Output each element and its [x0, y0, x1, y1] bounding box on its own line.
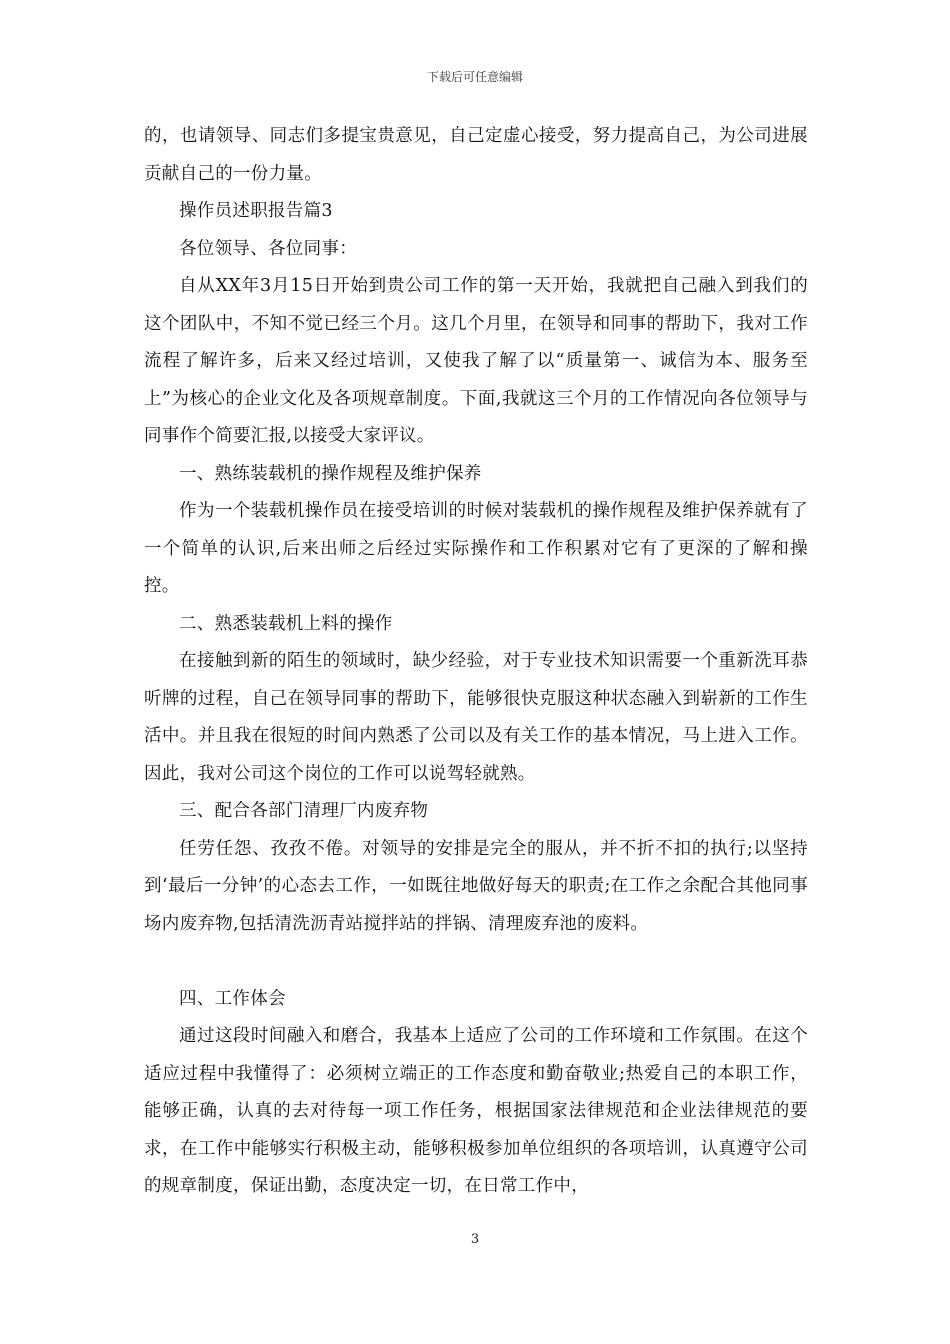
- heading-4: 四、工作体会: [179, 988, 286, 1009]
- paragraph-2: 在接触到新的陌生的领域时，缺少经验，对于专业技术知识需要一个重新洗耳恭听牌的过程，自己在领导同事的帮助下，能够很快克服这种状态融入到崭新的工作生活中。并且我在很短的时间内熟悉了公司以及有关工作的基本情况，马上进入工作。因此，我对公司这个岗位的工作可以说驾轻就熟。: [144, 651, 808, 784]
- paragraph-intro: 自从XX年3月15日开始到贵公司工作的第一天开始，我就把自己融入到我们的这个团队中，不知不觉已经三个月。这几个月里，在领导和同事的帮助下，我对工作流程了解许多，后来又经过培训，又使我了解了以“质量第一、诚信为本、服务至上”为核心的企业文化及各项规章制度。下面,我就这三个月的工作情况向各位领导与同事作个简要汇报,以接受大家评议。: [144, 276, 808, 446]
- section-title: 操作员述职报告篇3: [179, 201, 333, 221]
- paragraph-continuation: 的，也请领导、同志们多提宝贵意见，自己定虚心接受，努力提高自己，为公司进展贡献自己的一份力量。: [144, 126, 808, 184]
- paragraph-3: 任劳任怨、孜孜不倦。对领导的安排是完全的服从，并不折不扣的执行;以坚持到‘最后一分钟’的心态去工作，一如既往地做好每天的职责;在工作之余配合其他同事场内废弃物,包括清洗沥青站搅拌站的拌锅、清理废弃池的废料。: [144, 838, 808, 934]
- heading-3: 三、配合各部门清理厂内废弃物: [179, 801, 429, 821]
- heading-1: 一、熟练装载机的操作规程及维护保养: [179, 463, 482, 484]
- paragraph-1: 作为一个装载机操作员在接受培训的时候对装载机的操作规程及维护保养就有了一个简单的认识,后来出师之后经过实际操作和工作积累对它有了更深的了解和操控。: [144, 501, 808, 596]
- page-number: 3: [470, 1232, 480, 1247]
- salutation: 各位领导、各位同事：: [179, 238, 357, 259]
- blank-line: [144, 943, 808, 981]
- page-header: 下载后可任意编辑: [426, 70, 523, 84]
- document-body: [144, 118, 808, 1206]
- heading-2: 二、熟悉装载机上料的操作: [179, 613, 393, 634]
- paragraph-4: 通过这段时间融入和磨合，我基本上适应了公司的工作环境和工作氛围。在这个适应过程中我懂得了：必须树立端正的工作态度和勤奋敬业;热爱自己的本职工作，能够正确，认真的去对待每一项工作任务，根据国家法律规范和企业法律规范的要求，在工作中能够实行积极主动，能够积极参加单位组织的各项培训，认真遵守公司的规章制度，保证出勤，态度决定一切，在日常工作中，: [144, 1026, 808, 1196]
